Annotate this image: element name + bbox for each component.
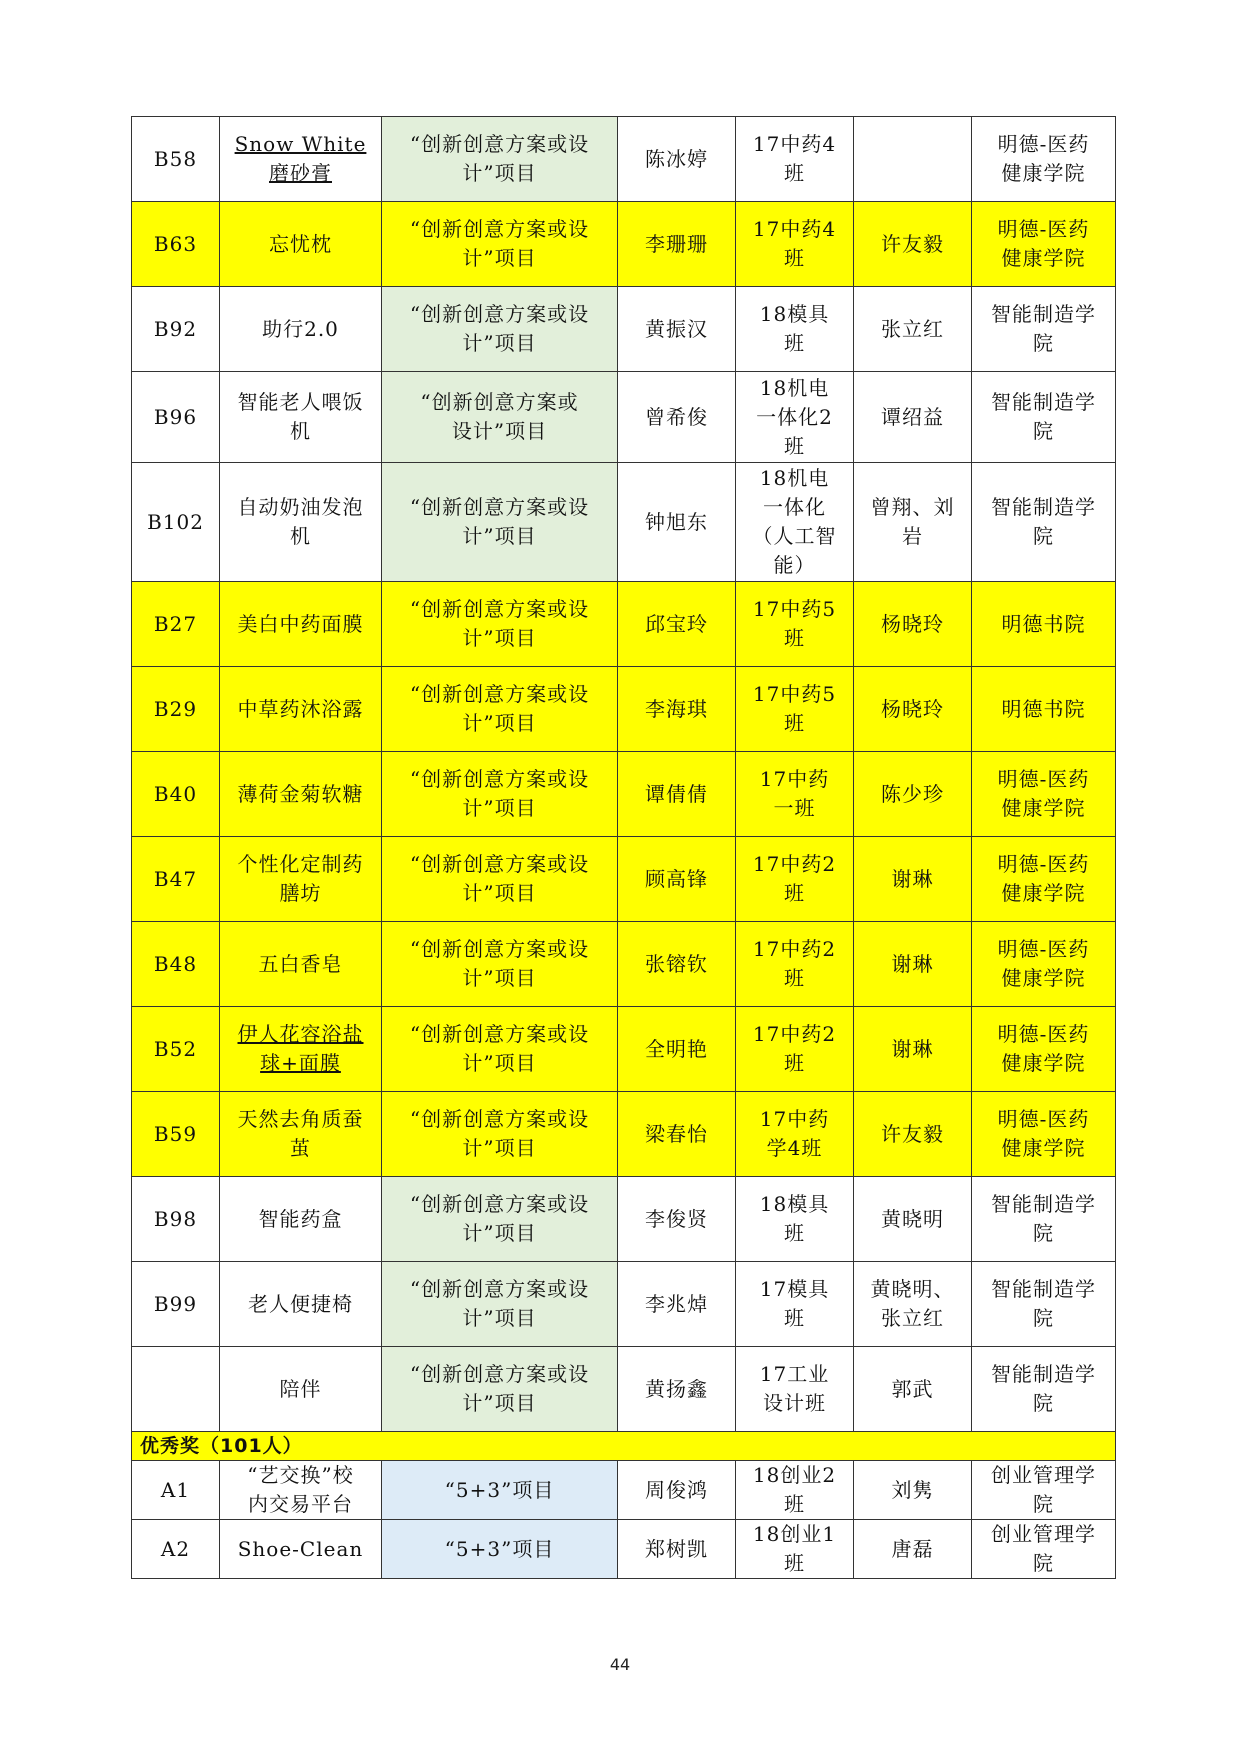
- cell-id: B40: [132, 752, 220, 837]
- cell-student: 黄振汉: [618, 287, 736, 372]
- cell-college: 明德书院: [972, 582, 1116, 667]
- cell-id: B63: [132, 202, 220, 287]
- cell-college: 智能制造学 院: [972, 1347, 1116, 1432]
- cell-teacher: 谢琳: [854, 922, 972, 1007]
- cell-student: 张镕钦: [618, 922, 736, 1007]
- cell-college: 智能制造学 院: [972, 1177, 1116, 1262]
- cell-category: “5+3”项目: [382, 1461, 618, 1520]
- cell-student: 李俊贤: [618, 1177, 736, 1262]
- table-row: [132, 117, 1116, 202]
- cell-student: 钟旭东: [618, 463, 736, 582]
- table-row: [132, 922, 1116, 1007]
- cell-college: 智能制造学 院: [972, 287, 1116, 372]
- cell-college: 智能制造学 院: [972, 372, 1116, 463]
- page-number: 44: [609, 1655, 631, 1674]
- cell-college: 明德书院: [972, 667, 1116, 752]
- cell-student: 周俊鸿: [618, 1461, 736, 1520]
- cell-class: 17中药2 班: [736, 922, 854, 1007]
- cell-category: “创新创意方案或设计”项目: [382, 1347, 618, 1432]
- cell-college: 创业管理学 院: [972, 1461, 1116, 1520]
- cell-project: 老人便捷椅: [220, 1262, 382, 1347]
- table-row: [132, 372, 1116, 463]
- cell-project: 美白中药面膜: [220, 582, 382, 667]
- cell-category: “创新创意方案或设计”项目: [382, 1092, 618, 1177]
- cell-student: 郑树凯: [618, 1520, 736, 1579]
- table-row: [132, 1177, 1116, 1262]
- cell-id: A2: [132, 1520, 220, 1579]
- cell-teacher: 杨晓玲: [854, 667, 972, 752]
- cell-class: 18创业1 班: [736, 1520, 854, 1579]
- cell-teacher: 谢琳: [854, 837, 972, 922]
- cell-college: 明德-医药 健康学院: [972, 117, 1116, 202]
- cell-id: B92: [132, 287, 220, 372]
- cell-category: “创新创意方案或设计”项目: [382, 1007, 618, 1092]
- cell-project: “艺交换”校 内交易平台: [220, 1461, 382, 1520]
- cell-category: “创新创意方案或设计”项目: [382, 202, 618, 287]
- cell-id: B96: [132, 372, 220, 463]
- cell-project: 伊人花容浴盐 球+面膜: [220, 1007, 382, 1092]
- cell-project: Snow White 磨砂膏: [220, 117, 382, 202]
- cell-category: “创新创意方案或设计”项目: [382, 1262, 618, 1347]
- cell-class: 18机电 一体化 （人工智 能）: [736, 463, 854, 582]
- section-header-row: [132, 1432, 1116, 1461]
- cell-student: 黄扬鑫: [618, 1347, 736, 1432]
- cell-college: 明德-医药 健康学院: [972, 922, 1116, 1007]
- cell-college: 明德-医药 健康学院: [972, 1092, 1116, 1177]
- cell-class: 18机电 一体化2 班: [736, 372, 854, 463]
- cell-teacher: 陈少珍: [854, 752, 972, 837]
- cell-project: 五白香皂: [220, 922, 382, 1007]
- cell-college: 明德-医药 健康学院: [972, 1007, 1116, 1092]
- cell-class: 18模具 班: [736, 287, 854, 372]
- cell-student: 顾高锋: [618, 837, 736, 922]
- cell-teacher: 郭武: [854, 1347, 972, 1432]
- table-body-bottom: [132, 1461, 1116, 1579]
- cell-student: 李兆焯: [618, 1262, 736, 1347]
- cell-project: 天然去角质蚕 茧: [220, 1092, 382, 1177]
- cell-teacher: 谢琳: [854, 1007, 972, 1092]
- cell-category: “创新创意方案或设计”项目: [382, 287, 618, 372]
- cell-class: 18创业2 班: [736, 1461, 854, 1520]
- table-row: [132, 1461, 1116, 1520]
- cell-class: 17中药4 班: [736, 117, 854, 202]
- cell-project: 陪伴: [220, 1347, 382, 1432]
- cell-id: B29: [132, 667, 220, 752]
- cell-project: 智能老人喂饭 机: [220, 372, 382, 463]
- cell-project: 个性化定制药 膳坊: [220, 837, 382, 922]
- cell-teacher: 杨晓玲: [854, 582, 972, 667]
- cell-category: “5+3”项目: [382, 1520, 618, 1579]
- cell-teacher: 黄晓明: [854, 1177, 972, 1262]
- table-row: [132, 463, 1116, 582]
- cell-student: 邱宝玲: [618, 582, 736, 667]
- cell-project: 忘忧枕: [220, 202, 382, 287]
- cell-id: B59: [132, 1092, 220, 1177]
- cell-id: B99: [132, 1262, 220, 1347]
- cell-category: “创新创意方案或设计”项目: [382, 1177, 618, 1262]
- cell-teacher: 曾翔、刘 岩: [854, 463, 972, 582]
- cell-teacher: 谭绍益: [854, 372, 972, 463]
- cell-student: 曾希俊: [618, 372, 736, 463]
- cell-category: “创新创意方案或设计”项目: [382, 752, 618, 837]
- table-row: [132, 287, 1116, 372]
- cell-project: 助行2.0: [220, 287, 382, 372]
- cell-category: “创新创意方案或设计”项目: [382, 667, 618, 752]
- cell-student: 全明艳: [618, 1007, 736, 1092]
- table-row: [132, 1347, 1116, 1432]
- cell-category: “创新创意方案或设计”项目: [382, 117, 618, 202]
- cell-college: 明德-医药 健康学院: [972, 752, 1116, 837]
- cell-teacher: 唐磊: [854, 1520, 972, 1579]
- cell-project: 智能药盒: [220, 1177, 382, 1262]
- table-row: [132, 1007, 1116, 1092]
- table-row: [132, 1092, 1116, 1177]
- cell-class: 17中药 学4班: [736, 1092, 854, 1177]
- cell-id: [132, 1347, 220, 1432]
- table-row: [132, 752, 1116, 837]
- cell-id: B48: [132, 922, 220, 1007]
- cell-college: 智能制造学 院: [972, 463, 1116, 582]
- cell-id: B102: [132, 463, 220, 582]
- cell-id: B52: [132, 1007, 220, 1092]
- cell-student: 梁春怡: [618, 1092, 736, 1177]
- cell-class: 17中药4 班: [736, 202, 854, 287]
- cell-teacher: 张立红: [854, 287, 972, 372]
- cell-project: Shoe-Clean: [220, 1520, 382, 1579]
- section-title: 优秀奖（101人）: [132, 1432, 1116, 1461]
- cell-project: 中草药沐浴露: [220, 667, 382, 752]
- cell-project: 薄荷金菊软糖: [220, 752, 382, 837]
- cell-id: B58: [132, 117, 220, 202]
- cell-category: “创新创意方案或设计”项目: [382, 922, 618, 1007]
- cell-class: 18模具 班: [736, 1177, 854, 1262]
- table-row: [132, 582, 1116, 667]
- cell-student: 陈冰婷: [618, 117, 736, 202]
- cell-class: 17中药2 班: [736, 837, 854, 922]
- table-row: [132, 202, 1116, 287]
- cell-class: 17工业 设计班: [736, 1347, 854, 1432]
- cell-project: 自动奶油发泡 机: [220, 463, 382, 582]
- table-row: [132, 1262, 1116, 1347]
- cell-college: 创业管理学 院: [972, 1520, 1116, 1579]
- cell-class: 17中药 一班: [736, 752, 854, 837]
- table-body-top: [132, 117, 1116, 1432]
- cell-teacher: 许友毅: [854, 1092, 972, 1177]
- cell-id: B27: [132, 582, 220, 667]
- cell-id: A1: [132, 1461, 220, 1520]
- cell-teacher: [854, 117, 972, 202]
- cell-student: 李海琪: [618, 667, 736, 752]
- cell-student: 李珊珊: [618, 202, 736, 287]
- cell-category: “创新创意方案或设计”项目: [382, 837, 618, 922]
- cell-id: B47: [132, 837, 220, 922]
- table-row: [132, 1520, 1116, 1579]
- cell-class: 17模具 班: [736, 1262, 854, 1347]
- cell-teacher: 黄晓明、 张立红: [854, 1262, 972, 1347]
- cell-student: 谭倩倩: [618, 752, 736, 837]
- cell-teacher: 许友毅: [854, 202, 972, 287]
- cell-college: 智能制造学 院: [972, 1262, 1116, 1347]
- table-row: [132, 667, 1116, 752]
- cell-college: 明德-医药 健康学院: [972, 837, 1116, 922]
- cell-teacher: 刘隽: [854, 1461, 972, 1520]
- cell-id: B98: [132, 1177, 220, 1262]
- cell-category: “创新创意方案或设计”项目: [382, 463, 618, 582]
- cell-category: “创新创意方案或设计”项目: [382, 582, 618, 667]
- cell-class: 17中药5 班: [736, 582, 854, 667]
- cell-category: “创新创意方案或 设计”项目: [382, 372, 618, 463]
- cell-college: 明德-医药 健康学院: [972, 202, 1116, 287]
- awards-table: [131, 116, 1116, 1579]
- cell-class: 17中药5 班: [736, 667, 854, 752]
- section-header-body: [132, 1432, 1116, 1461]
- cell-class: 17中药2 班: [736, 1007, 854, 1092]
- table-row: [132, 837, 1116, 922]
